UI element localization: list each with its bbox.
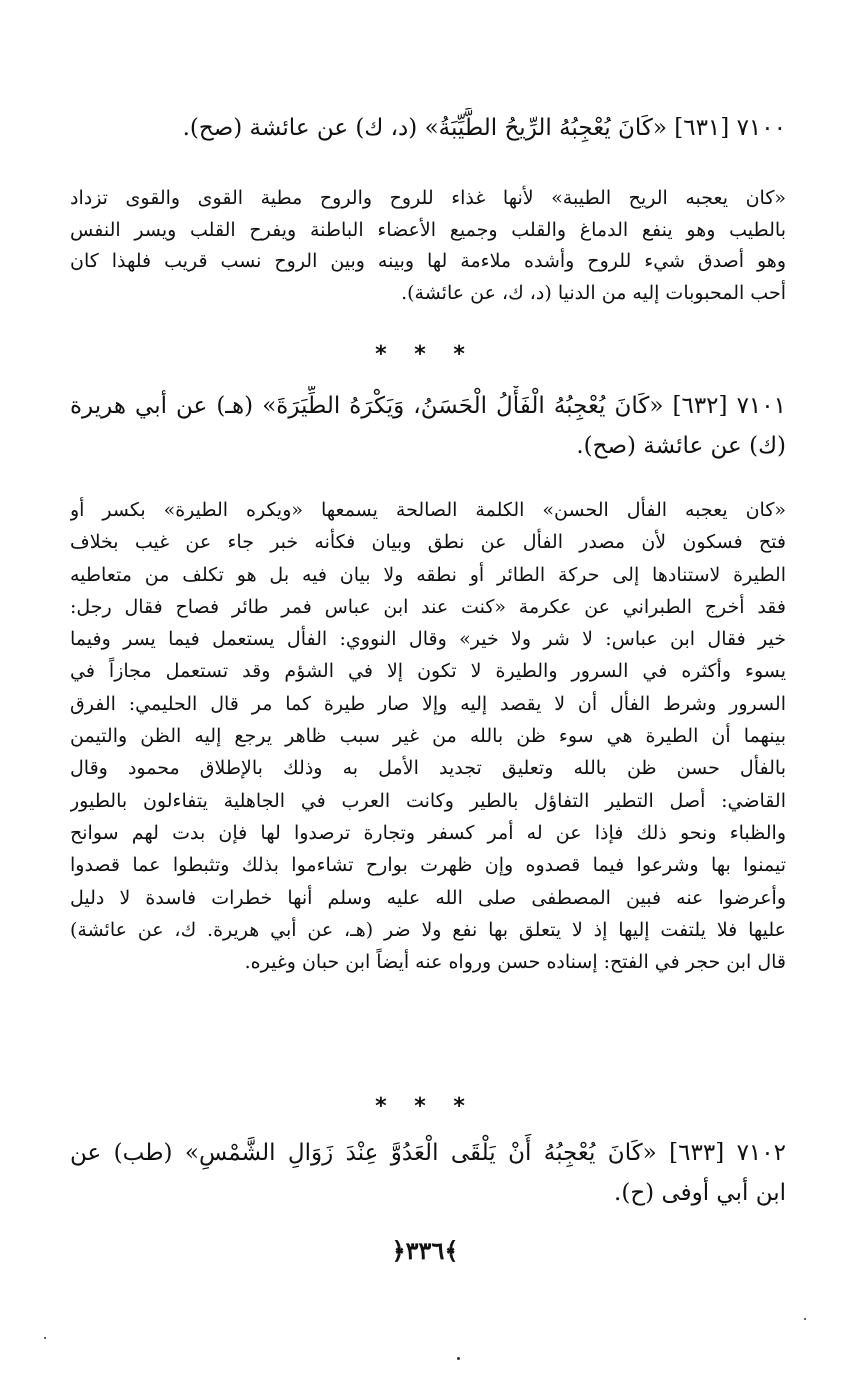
hadith-7101-line-2: (ك) عن عائشة (صح). <box>576 433 786 459</box>
commentary-7100 <box>70 183 786 310</box>
separator-stars-1: * * * <box>375 342 475 367</box>
commentary-7101-line-14: عليها فلا يلتفت إليها إذ لا يتعلق بها نفع ولا ضر (هـ، عن أبي هريرة. ك، عن عائشة) <box>70 918 786 941</box>
commentary-7101-line-7: السرور وشرط الفأل أن لا يقصد إليه وإلا صار طيرة كما مر قال الحليمي: الفرق <box>70 692 786 715</box>
commentary-7101-line-13: وأعرضوا عنه فبين المصطفى صلى الله عليه وسلم أنها خطرات فاسدة لا دليل <box>70 886 786 909</box>
commentary-7100-line-4: أحب المحبوبات إليه من الدنيا (د، ك، عن عائشة). <box>401 282 786 305</box>
commentary-7101-line-11: والظباء ونحو ذلك فإذا عن له أمر كسفر وتجارة ترصدوا لها فإن بدت لهم سوانح <box>70 821 786 844</box>
commentary-7100-line-2: بالطيب وهو ينفع الدماغ والقلب وجميع الأعضاء الباطنة ويفرح القلب ويسر النفس <box>70 218 786 241</box>
commentary-7101-line-6: يسوء وأكثره في السرور والطيرة لا تكون إلا في الشؤم وقد تستعمل مجازاً في <box>70 660 786 683</box>
commentary-7101-line-12: تيمنوا بها وشرعوا فيما قصدوه وإن ظهرت بوارح تشاءموا بذلك وتثبطوا عما قصدوا <box>70 854 786 877</box>
commentary-7101-line-8: بينهما أن الطيرة هي سوء ظن بالله من غير سبب ظاهر يرجع إليه الظن والتيمن <box>70 725 786 748</box>
hadith-7100-line: ٧١٠٠ [٦٣١] «كَانَ يُعْجِبُهُ الرِّيحُ الطَّيِّبَةُ» (د، ك) عن عائشة (صح). <box>182 115 786 141</box>
separator-stars-2: * * * <box>375 1094 475 1119</box>
commentary-7100-line-3: وهو أصدق شيء للروح وأشده ملاءمة لها وبينه وبين الروح نسب قريب فلهذا كان <box>70 250 786 273</box>
commentary-7101 <box>70 494 786 978</box>
commentary-7101-line-1: «كان يعجبه الفأل الحسن» الكلمة الصالحة يسمعها «ويكره الطيرة» بكسر أو <box>70 499 786 521</box>
commentary-7101-line-5: خير فقال ابن عباس: لا شر ولا خير» وقال النووي: الفأل يستعمل فيما يسر وفيما <box>70 628 786 651</box>
commentary-7101-line-3: الطيرة لاستنادها إلى حركة الطائر أو نطقه ولا بيان فيه بل هو تكلف من متعاطيه <box>70 563 786 586</box>
page-number: ﴿٣٣٦﴾ <box>391 1236 459 1265</box>
commentary-7101-line-10: القاضي: أصل التطير التفاؤل بالطير وكانت العرب في الجاهلية يتفاءلون بالطيور <box>70 789 786 812</box>
commentary-7101-line-9: بالفأل حسن ظن بالله وتعليق تجديد الأمل به وذلك بالإطلاق محمود وقال <box>70 757 786 780</box>
commentary-7100-line-1: «كان يعجبه الريح الطيبة» لأنها غذاء للروح والروح مطية القوى والقوى تزداد <box>70 187 786 209</box>
commentary-7101-line-4: فقد أخرج الطبراني عن عكرمة «كنت عند ابن عباس فمر طائر فصاح فقال رجل: <box>70 595 786 618</box>
hadith-7100 <box>70 108 786 148</box>
hadith-7101 <box>70 386 786 466</box>
hadith-7102-line-1: ٧١٠٢ [٦٣٣] «كَانَ يُعْجِبُهُ أَنْ يَلْقَى الْعَدُوَّ عِنْدَ زَوَالِ الشَّمْسِ» (طب) عن <box>70 1140 786 1166</box>
scan-speck <box>804 1318 806 1320</box>
scan-speck <box>457 1357 460 1360</box>
scan-speck <box>44 1337 46 1339</box>
commentary-7101-line-2: فتح فسكون لأن مصدر الفأل عن نطق وبيان فكأنه خبر جاء عن غيب بخلاف <box>70 531 786 554</box>
commentary-7101-line-15: قال ابن حجر في الفتح: إسناده حسن ورواه عنه أيضاً ابن حبان وغيره. <box>244 951 786 974</box>
hadith-7102 <box>70 1133 786 1213</box>
hadith-7101-line-1: ٧١٠١ [٦٣٢] «كَانَ يُعْجِبُهُ الْفَأْلُ الْحَسَنُ، وَيَكْرَهُ الطِّيَرَةَ» (هـ) عن أبي هريرة <box>70 393 786 419</box>
hadith-7102-line-2: ابن أبي أوفى (ح). <box>614 1180 786 1206</box>
